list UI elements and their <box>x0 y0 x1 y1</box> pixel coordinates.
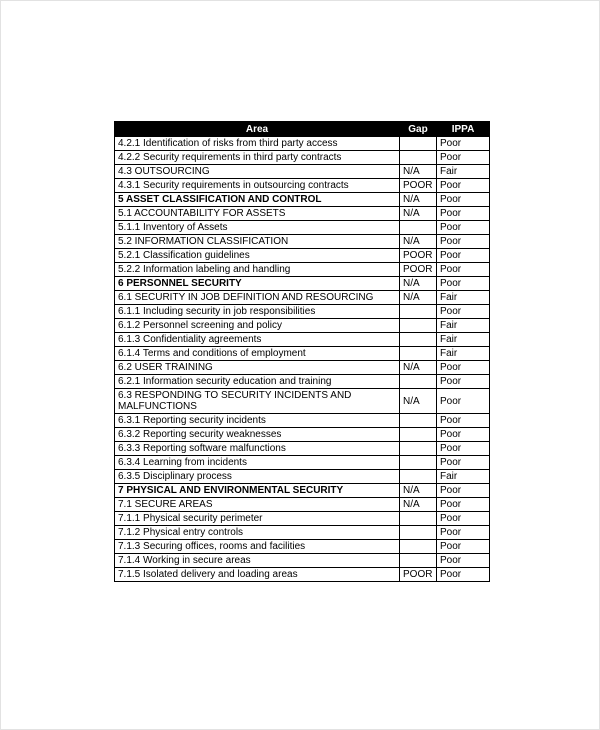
ippa-cell: Poor <box>437 428 490 442</box>
ippa-cell: Poor <box>437 526 490 540</box>
ippa-cell: Poor <box>437 137 490 151</box>
ippa-cell: Poor <box>437 277 490 291</box>
ippa-cell: Poor <box>437 512 490 526</box>
ippa-cell: Poor <box>437 375 490 389</box>
ippa-cell: Fair <box>437 165 490 179</box>
area-cell: 6.3.4 Learning from incidents <box>115 456 400 470</box>
area-cell: 6.1.4 Terms and conditions of employment <box>115 347 400 361</box>
area-cell: 5 ASSET CLASSIFICATION AND CONTROL <box>115 193 400 207</box>
table-row <box>115 498 490 512</box>
table-header-gap: Gap <box>400 122 437 137</box>
table-row <box>115 291 490 305</box>
table-row <box>115 263 490 277</box>
gap-cell <box>400 456 437 470</box>
area-cell: 6.1 SECURITY IN JOB DEFINITION AND RESOURCING <box>115 291 400 305</box>
area-cell: 6.3.2 Reporting security weaknesses <box>115 428 400 442</box>
table-row <box>115 484 490 498</box>
gap-cell: N/A <box>400 361 437 375</box>
ippa-cell: Poor <box>437 361 490 375</box>
area-cell: 4.3.1 Security requirements in outsourcing contracts <box>115 179 400 193</box>
area-cell: 6.2 USER TRAINING <box>115 361 400 375</box>
area-cell: 5.2.2 Information labeling and handling <box>115 263 400 277</box>
gap-cell: POOR <box>400 249 437 263</box>
table-row <box>115 137 490 151</box>
gap-cell: N/A <box>400 484 437 498</box>
gap-cell: N/A <box>400 498 437 512</box>
table-row <box>115 470 490 484</box>
gap-cell <box>400 470 437 484</box>
table-row <box>115 151 490 165</box>
ippa-cell: Fair <box>437 470 490 484</box>
area-cell: 7.1.3 Securing offices, rooms and facilities <box>115 540 400 554</box>
table-row <box>115 333 490 347</box>
area-cell: 7.1.1 Physical security perimeter <box>115 512 400 526</box>
gap-cell <box>400 347 437 361</box>
area-cell: 6.1.3 Confidentiality agreements <box>115 333 400 347</box>
table-row <box>115 277 490 291</box>
ippa-cell: Poor <box>437 442 490 456</box>
ippa-cell: Poor <box>437 207 490 221</box>
gap-cell <box>400 526 437 540</box>
table-row <box>115 235 490 249</box>
table-row <box>115 319 490 333</box>
ippa-cell: Fair <box>437 291 490 305</box>
area-cell: 7.1.4 Working in secure areas <box>115 554 400 568</box>
area-cell: 5.2 INFORMATION CLASSIFICATION <box>115 235 400 249</box>
security-audit-table <box>114 121 490 582</box>
ippa-cell: Poor <box>437 235 490 249</box>
gap-cell <box>400 333 437 347</box>
area-cell: 6 PERSONNEL SECURITY <box>115 277 400 291</box>
table-row <box>115 526 490 540</box>
ippa-cell: Poor <box>437 193 490 207</box>
ippa-cell: Fair <box>437 319 490 333</box>
ippa-cell: Poor <box>437 389 490 414</box>
table-row <box>115 347 490 361</box>
gap-cell: N/A <box>400 291 437 305</box>
area-cell: 5.1.1 Inventory of Assets <box>115 221 400 235</box>
ippa-cell: Fair <box>437 333 490 347</box>
area-cell: 6.3.1 Reporting security incidents <box>115 414 400 428</box>
ippa-cell: Poor <box>437 568 490 582</box>
ippa-cell: Poor <box>437 456 490 470</box>
table-row <box>115 165 490 179</box>
gap-cell: POOR <box>400 179 437 193</box>
ippa-cell: Poor <box>437 179 490 193</box>
ippa-cell: Poor <box>437 484 490 498</box>
ippa-cell: Poor <box>437 151 490 165</box>
area-cell: 7.1 SECURE AREAS <box>115 498 400 512</box>
table-row <box>115 456 490 470</box>
gap-cell <box>400 221 437 235</box>
gap-cell <box>400 414 437 428</box>
table-row <box>115 193 490 207</box>
ippa-cell: Poor <box>437 414 490 428</box>
ippa-cell: Poor <box>437 305 490 319</box>
table-body <box>115 137 490 582</box>
table-row <box>115 305 490 319</box>
table-row <box>115 361 490 375</box>
table-row <box>115 221 490 235</box>
area-cell: 7 PHYSICAL AND ENVIRONMENTAL SECURITY <box>115 484 400 498</box>
gap-cell <box>400 137 437 151</box>
table-row <box>115 179 490 193</box>
table-row <box>115 512 490 526</box>
gap-cell <box>400 151 437 165</box>
gap-cell <box>400 305 437 319</box>
area-cell: 5.2.1 Classification guidelines <box>115 249 400 263</box>
table-row <box>115 568 490 582</box>
ippa-cell: Poor <box>437 498 490 512</box>
ippa-cell: Poor <box>437 540 490 554</box>
gap-cell: POOR <box>400 568 437 582</box>
table-header-row <box>115 122 490 137</box>
area-cell: 4.3 OUTSOURCING <box>115 165 400 179</box>
area-cell: 6.2.1 Information security education and training <box>115 375 400 389</box>
gap-cell: N/A <box>400 389 437 414</box>
table-row <box>115 442 490 456</box>
ippa-cell: Poor <box>437 554 490 568</box>
gap-cell <box>400 319 437 333</box>
table-row <box>115 375 490 389</box>
area-cell: 4.2.2 Security requirements in third party contracts <box>115 151 400 165</box>
ippa-cell: Poor <box>437 221 490 235</box>
area-cell: 6.1.2 Personnel screening and policy <box>115 319 400 333</box>
area-cell: 5.1 ACCOUNTABILITY FOR ASSETS <box>115 207 400 221</box>
table-row <box>115 554 490 568</box>
gap-cell: N/A <box>400 207 437 221</box>
gap-cell: N/A <box>400 165 437 179</box>
gap-cell: N/A <box>400 277 437 291</box>
ippa-cell: Poor <box>437 263 490 277</box>
gap-cell <box>400 375 437 389</box>
ippa-cell: Fair <box>437 347 490 361</box>
table-row <box>115 249 490 263</box>
table-row <box>115 389 490 414</box>
table-row <box>115 414 490 428</box>
gap-cell <box>400 540 437 554</box>
table-header-ippa: IPPA <box>437 122 490 137</box>
ippa-cell: Poor <box>437 249 490 263</box>
gap-cell <box>400 428 437 442</box>
area-cell: 6.1.1 Including security in job responsibilities <box>115 305 400 319</box>
gap-cell: POOR <box>400 263 437 277</box>
table-row <box>115 540 490 554</box>
gap-cell <box>400 512 437 526</box>
area-cell: 6.3.3 Reporting software malfunctions <box>115 442 400 456</box>
table-header-area: Area <box>115 122 400 137</box>
table-row <box>115 207 490 221</box>
gap-cell: N/A <box>400 193 437 207</box>
area-cell: 6.3.5 Disciplinary process <box>115 470 400 484</box>
area-cell: 7.1.5 Isolated delivery and loading areas <box>115 568 400 582</box>
table-row <box>115 428 490 442</box>
gap-cell <box>400 442 437 456</box>
area-cell: 4.2.1 Identification of risks from third party access <box>115 137 400 151</box>
area-cell: 6.3 RESPONDING TO SECURITY INCIDENTS AND MALFUNCTIONS <box>115 389 400 414</box>
gap-cell: N/A <box>400 235 437 249</box>
area-cell: 7.1.2 Physical entry controls <box>115 526 400 540</box>
gap-cell <box>400 554 437 568</box>
